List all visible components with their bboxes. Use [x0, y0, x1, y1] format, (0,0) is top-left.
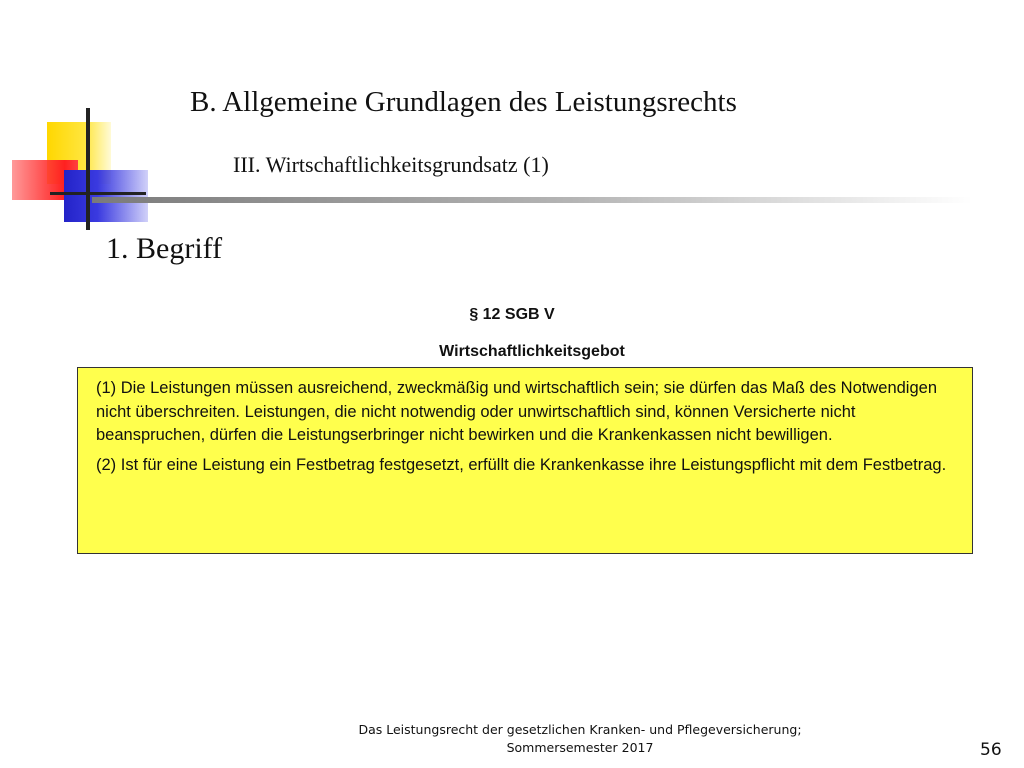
logo-blue-square — [64, 170, 148, 222]
law-text-box — [77, 367, 973, 554]
slide-footer — [300, 721, 860, 757]
title-divider — [92, 197, 972, 203]
law-paragraph-1: (1) Die Leistungen müssen ausreichend, zweckmäßig und wirtschaftlich sein; sie dürfen das Maß des Notwendigen nicht überschreiten. Leistungen, die nicht notwendig oder unwirtschaftlich sind, können Versicherte nicht beanspruchen, dürfen die Leistungserbringer nicht bewirken und die Krankenkassen nicht bewilligen. — [96, 379, 938, 444]
law-title: Wirtschaftlichkeitsgebot — [439, 343, 625, 360]
footer-line-2: Sommersemester 2017 — [506, 740, 654, 755]
law-paragraph-2: (2) Ist für eine Leistung ein Festbetrag festgesetzt, erfüllt die Krankenkasse ihre Leistungspflicht mit dem Festbetrag. — [96, 455, 947, 474]
decorative-logo — [0, 100, 150, 230]
section-heading: 1. Begriff — [106, 232, 223, 265]
logo-vertical-line — [86, 108, 90, 230]
slide-title: B. Allgemeine Grundlagen des Leistungsrechts — [190, 86, 737, 118]
footer-line-1: Das Leistungsrecht der gesetzlichen Kranken- und Pflegeversicherung; — [358, 722, 802, 737]
page-number: 56 — [980, 740, 1002, 760]
slide-subtitle: III. Wirtschaftlichkeitsgrundsatz (1) — [233, 152, 549, 177]
logo-horizontal-line — [50, 192, 146, 195]
law-reference: § 12 SGB V — [469, 306, 555, 323]
